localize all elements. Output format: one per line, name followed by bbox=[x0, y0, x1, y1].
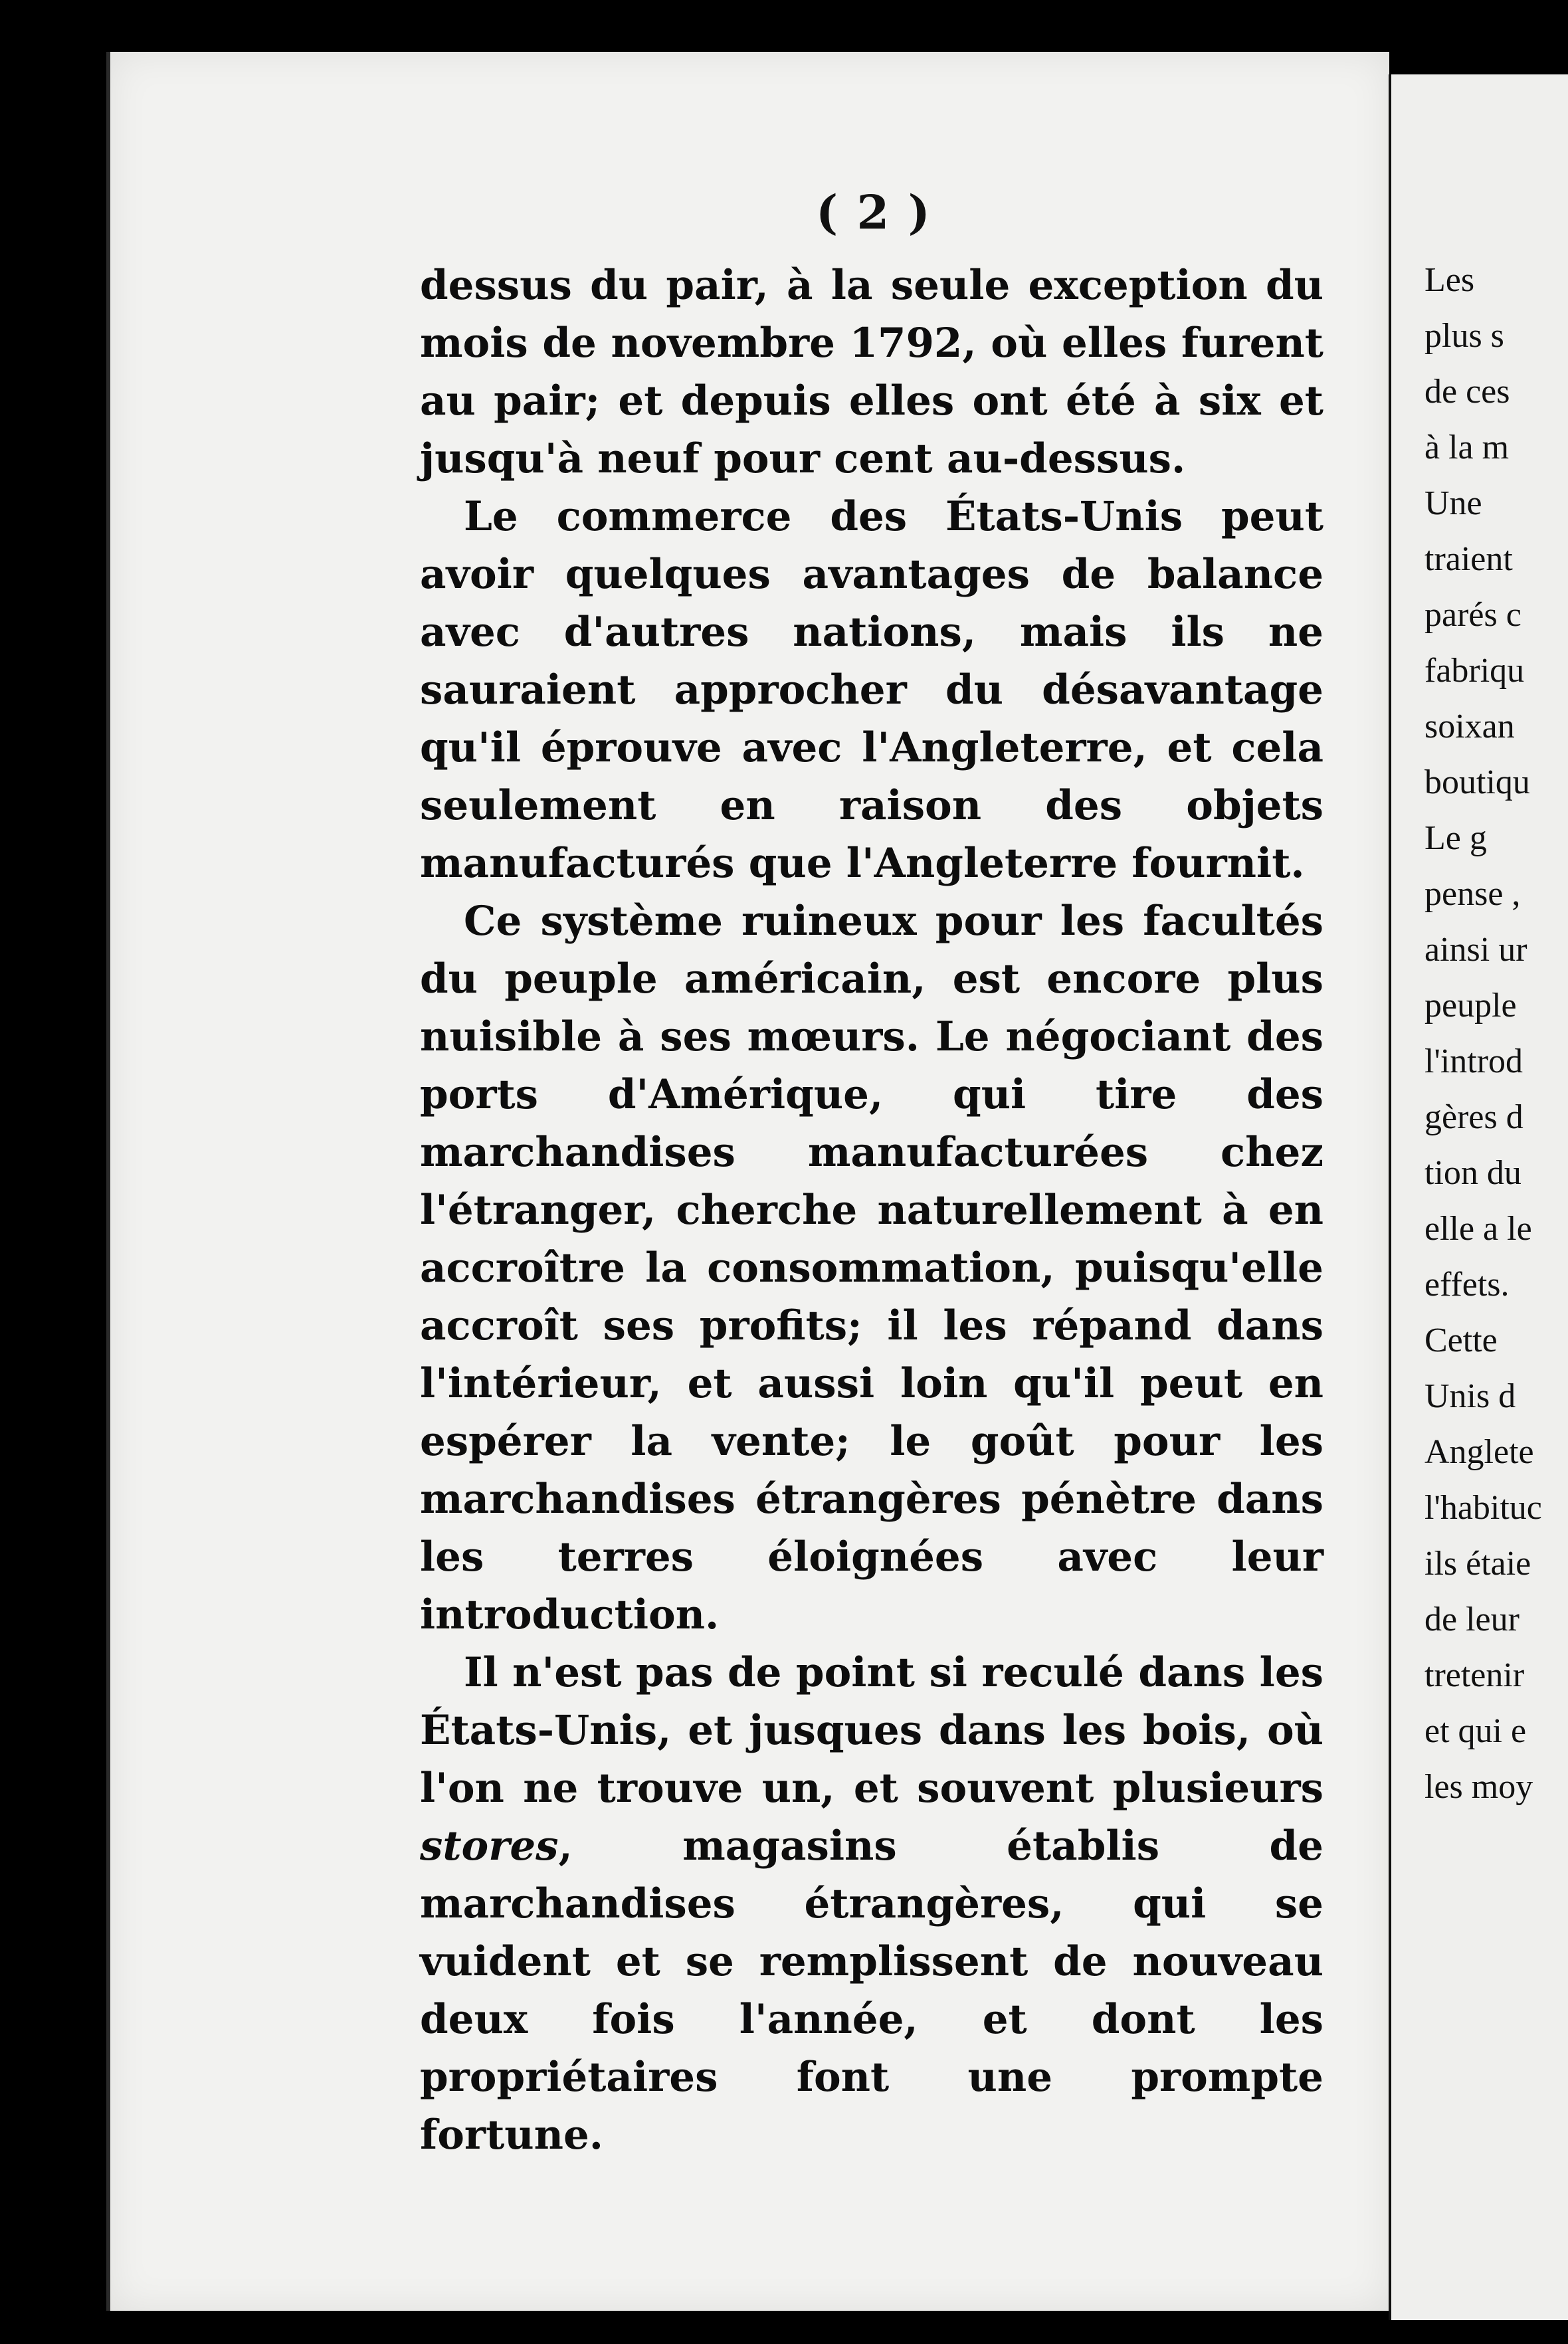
right-line: à la m bbox=[1424, 429, 1510, 466]
right-line: pense , bbox=[1424, 875, 1521, 913]
right-line: Unis d bbox=[1424, 1377, 1516, 1415]
right-line: tion du bbox=[1424, 1154, 1521, 1192]
paragraph-4 bbox=[420, 1644, 1323, 2164]
paragraph-4-part-1: Il n'est pas de point si reculé dans les États-Unis, et jusques dans les bois, où l'on ne trouve un, et souvent plusieurs bbox=[420, 1649, 1323, 1812]
right-line: fabriqu bbox=[1424, 652, 1525, 690]
right-line: gères d bbox=[1424, 1098, 1523, 1136]
paragraph-3: Ce système ruineux pour les facultés du peuple américain, est encore plus nuisible à ses mœurs. Le négociant des ports d'Amérique, qui tire des marchandises manufacturées chez l'étranger, cherche naturellement à en accroître la consommation, puisqu'elle accroît ses profits; il les répand dans l'intérieur, et aussi loin qu'il peut en espérer la vente; le goût pour les marchandises étrangères pénètre dans les terres éloignées avec leur introduction. bbox=[420, 898, 1323, 1638]
right-line: elle a le bbox=[1424, 1210, 1532, 1248]
right-line: Anglete bbox=[1424, 1433, 1534, 1471]
right-line: peuple bbox=[1424, 987, 1517, 1025]
right-line: parés c bbox=[1424, 596, 1521, 634]
page-body-text bbox=[420, 256, 1323, 2164]
right-line: Le g bbox=[1424, 819, 1487, 857]
right-line: ils étaie bbox=[1424, 1545, 1531, 1583]
italic-word-stores: stores bbox=[420, 1822, 559, 1870]
paragraph-2: Le commerce des États-Unis peut avoir quelques avantages de balance avec d'autres nations, mais ils ne sauraient approcher du désavantage qu'il éprouve avec l'Angleterre, et cela seulement en raison des objets manufacturés que l'Angleterre fournit. bbox=[420, 493, 1323, 887]
right-line: de ces bbox=[1424, 373, 1510, 411]
right-line: tretenir bbox=[1424, 1656, 1525, 1694]
right-line: et qui e bbox=[1424, 1712, 1527, 1750]
right-line: ainsi ur bbox=[1424, 931, 1527, 969]
right-line: l'introd bbox=[1424, 1042, 1523, 1080]
right-line: effets. bbox=[1424, 1266, 1510, 1304]
right-line: l'habituc bbox=[1424, 1489, 1542, 1527]
right-line: de leur bbox=[1424, 1601, 1519, 1638]
right-line: soixan bbox=[1424, 708, 1515, 745]
right-line: plus s bbox=[1424, 317, 1504, 355]
right-line: Les bbox=[1424, 261, 1475, 299]
right-line: traient bbox=[1424, 540, 1513, 578]
page-number: ( 2 ) bbox=[816, 185, 931, 240]
right-line: Une bbox=[1424, 484, 1482, 522]
right-line: les moy bbox=[1424, 1768, 1533, 1806]
right-line: boutiqu bbox=[1424, 763, 1530, 801]
right-page-fragment bbox=[1389, 74, 1568, 2320]
paragraph-1: dessus du pair, à la seule exception du mois de novembre 1792, où elles furent au pair; et depuis elles ont été à six et jusqu'à neuf pour cent au-dessus. bbox=[420, 262, 1323, 482]
paragraph-4-part-2: , magasins établis de marchandises étrangères, qui se vuident et se remplissent de nouveau deux fois l'année, et dont les propriétaires font une prompte fortune. bbox=[420, 1822, 1323, 2159]
right-line: Cette bbox=[1424, 1321, 1498, 1359]
